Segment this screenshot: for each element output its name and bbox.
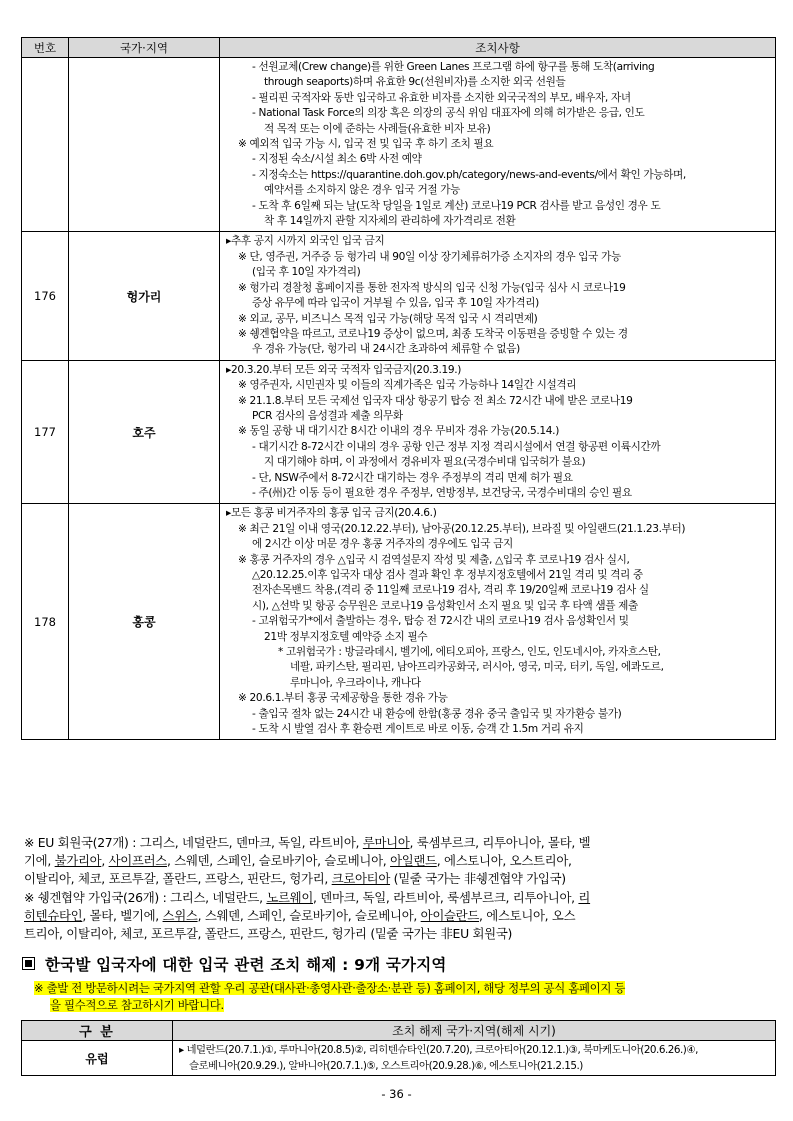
text-line: ※ 외교, 공무, 비즈니스 목적 입국 가능(해당 목적 입국 시 격리면제): [238, 312, 538, 325]
text-line: ※ 20.6.1.부터 홍콩 국제공항을 통한 경유 가능: [238, 692, 448, 705]
text-line: 네팔, 파키스탄, 필리핀, 남아프리카공화국, 러시아, 영국, 미국, 터키, 독일, 에콰도르,: [290, 661, 664, 674]
text-line: ▸ 네덜란드(20.7.1.)①, 루마니아(20.8.5)②, 리히텐슈타인(20.7.20), 크로아티아(20.12.1.)③, 북마케도니아(20.6.26.)④,: [179, 1044, 698, 1056]
table-row: [22, 232, 776, 360]
note-text: (밑줄 국가는 非쉥겐협약 가입국): [390, 871, 566, 887]
text-line: 슬로베니아(20.9.29.), 알바니아(20.7.1.)⑤, 오스트리아(20.9.28.)⑥, 에스토니아(21.2.15.): [189, 1059, 583, 1072]
note-text: , 덴마크, 독일, 라트비아, 룩셈부르크, 리투아니아,: [313, 889, 579, 905]
non-member-country: 노르웨이: [266, 889, 314, 905]
member-country-notes: [24, 834, 776, 943]
text-line: 우 경유 가능(단, 헝가리 내 24시간 초과하여 체류할 수 없음): [252, 343, 520, 356]
note-line: [24, 870, 776, 888]
note-line: [24, 889, 776, 907]
note-text: 기에,: [24, 853, 55, 869]
row-number: 177: [22, 360, 69, 504]
text-line: ※ 21.1.8.부터 모든 국제선 입국자 대상 항공기 탑승 전 최소 72시간 내에 받은 코로나19: [238, 394, 633, 407]
text-line: ※ 쉥겐협약을 따르고, 코로나19 증상이 없으며, 최종 도착국 이동편을 증빙할 수 있는 경: [238, 327, 628, 340]
text-line: - 지정된 숙소/시설 최소 6박 사전 예약: [252, 153, 422, 166]
table-row: [22, 1041, 776, 1076]
row-number: 176: [22, 232, 69, 360]
note-text: , 스웨덴, 스페인, 슬로바키아, 슬로베니아,: [197, 907, 421, 923]
header-country: 국가·지역: [69, 38, 220, 58]
region-cell: 유럽: [22, 1041, 173, 1076]
text-line: ▸20.3.20.부터 모든 외국 국적자 입국금지(20.3.19.): [226, 363, 462, 376]
section-title: [22, 953, 447, 975]
non-member-country: 불가리아: [54, 853, 102, 869]
row-number: 178: [22, 504, 69, 740]
text-line: △20.12.25.이후 입국자 대상 검사 결과 확인 후 정부지정호텔에서 21일 격리 및 격리 중: [252, 569, 643, 581]
note-text: , 룩셈부르크, 리투아니아, 몰타, 벨: [409, 835, 591, 850]
note-line: [24, 834, 776, 852]
section-title-text: 한국발 입국자에 대한 입국 관련 조치 해제 : 9개 국가지역: [45, 956, 447, 974]
note-line: [24, 852, 776, 870]
text-line: 시), △선박 및 항공 승무원은 코로나19 음성확인서 소지 필요 및 입국 후 타액 샘플 제출: [252, 599, 638, 612]
measures-table-header: [22, 38, 776, 58]
measures-cell: [220, 58, 776, 232]
text-line: 에 2시간 이상 머문 경우 홍콩 거주자의 경우에도 입국 금지: [252, 538, 513, 551]
non-member-country: 루마니아: [362, 835, 410, 850]
note-text: , 몰타, 벨기에,: [82, 907, 163, 923]
text-line: - 도착 시 발열 검사 후 환승편 게이트로 바로 이동, 승객 간 1.5m 거리 유지: [252, 723, 584, 736]
text-line: ▸모든 홍콩 비거주자의 홍콩 입국 금지(20.4.6.): [226, 507, 437, 520]
non-member-country: 사이프러스: [108, 853, 167, 869]
text-line: - 필리핀 국적자와 동반 입국하고 유효한 비자를 소지한 외국국적의 부모, 배우자, 자녀: [252, 91, 631, 104]
lifted-measures-table: [21, 1020, 776, 1076]
note-text: ※ 쉥겐협약 가입국(26개) : 그리스, 네덜란드,: [24, 889, 267, 905]
text-line: - 선원교체(Crew change)를 위한 Green Lanes 프로그램 하에 항구를 통해 도착(arriving: [252, 61, 655, 73]
measures-cell: [220, 360, 776, 504]
measures-cell: [220, 504, 776, 740]
row-number: [22, 58, 69, 232]
text-line: 21박 정부지정호텔 예약증 소지 필수: [264, 630, 428, 643]
text-line: - 도착 후 6일째 되는 날(도착 당일을 1일로 계산) 코로나19 PCR 검사를 받고 음성인 경우 도: [252, 199, 661, 212]
table-row: [22, 360, 776, 504]
advisory-note: [34, 980, 625, 1014]
note-text: 이탈리아, 체코, 포르투갈, 폴란드, 프랑스, 핀란드, 헝가리,: [24, 871, 332, 887]
header-measures: 조치사항: [220, 38, 776, 58]
note-text: ※ EU 회원국(27개) : 그리스, 네덜란드, 덴마크, 독일, 라트비아,: [24, 835, 363, 850]
measures-table: [21, 37, 776, 740]
note-text: , 에스토니아, 오스트리아,: [436, 853, 572, 869]
text-line: * 고위험국가 : 방글라데시, 벨기에, 에티오피아, 프랑스, 인도, 인도네시아, 카자흐스탄,: [278, 646, 661, 659]
non-member-country: 아이슬란드: [420, 907, 480, 923]
measures-cell: [220, 232, 776, 360]
text-line: 예약서를 소지하지 않은 경우 입국 거절 가능: [264, 184, 461, 197]
text-line: - 고위험국가*에서 출발하는 경우, 탑승 전 72시간 내의 코로나19 검사 음성확인서 및: [252, 615, 629, 628]
note-line: [24, 925, 776, 943]
text-line: ※ 헝가리 경찰청 홈페이지를 통한 전자적 방식의 입국 신청 가능(입국 심사 시 코로나19: [238, 281, 626, 294]
text-line: ※ 홍콩 거주자의 경우 △입국 시 검역설문지 작성 및 제출, △입국 후 코로나19 검사 실시,: [238, 553, 630, 566]
country-name: 홍콩: [69, 504, 220, 740]
text-line: - 출입국 절차 없는 24시간 내 환승에 한함(홍콩 경유 중국 출입국 및 자가환승 불가): [252, 707, 622, 720]
text-line: 지 대기해야 하며, 이 과정에서 경유비자 필요(국경수비대 입국허가 불요): [264, 456, 586, 469]
country-name: 호주: [69, 360, 220, 504]
country-name: 헝가리: [69, 232, 220, 360]
non-member-country: 리: [578, 889, 591, 905]
country-name: [69, 58, 220, 232]
text-line: 착 후 14일까지 관할 지자체의 관리하에 자가격리로 전환: [264, 215, 516, 228]
text-line: - 지정숙소는 https://quarantine.doh.gov.ph/category/news-and-events/에서 확인 가능하며,: [252, 168, 686, 181]
table-row: [22, 58, 776, 232]
note-text: 트리아, 이탈리아, 체코, 포르투갈, 폴란드, 프랑스, 핀란드, 헝가리 (밑줄 국가는 非EU 회원국): [24, 926, 513, 942]
text-line: 증상 유무에 따라 입국이 거부될 수 있음, 입국 후 10일 자가격리): [252, 297, 539, 310]
text-line: ※ 최근 21일 이내 영국(20.12.22.부터), 남아공(20.12.25.부터), 브라질 및 아일랜드(21.1.23.부터): [238, 522, 686, 535]
non-member-country: 아일랜드: [390, 853, 437, 869]
square-bullet-icon: [22, 957, 35, 970]
advisory-line: ※ 출발 전 방문하시려는 국가지역 관할 우리 공관(대사관·총영사관·출장소·분관 등) 홈페이지, 해당 정부의 공식 홈페이지 등: [34, 981, 626, 995]
advisory-line: 을 필수적으로 참고하시기 바랍니다.: [50, 998, 224, 1012]
text-line: ▸추후 공지 시까지 외국인 입국 금지: [226, 235, 385, 248]
text-line: PCR 검사의 음성결과 제출 의무화: [252, 409, 403, 422]
text-line: 적 목적 또는 이에 준하는 사례들(유효한 비자 보유): [264, 122, 491, 135]
text-line: ※ 단, 영주권, 거주증 등 헝가리 내 90일 이상 장기체류허가증 소지자의 경우 입국 가능: [238, 250, 621, 263]
text-line: ※ 영주권자, 시민권자 및 이들의 직계가족은 입국 가능하나 14일간 시설격리: [238, 379, 577, 392]
header-lifted-countries: 조치 해제 국가·지역(해제 시기): [173, 1021, 776, 1041]
non-member-country: 히텐슈타인: [24, 907, 83, 923]
page-number: - 36 -: [381, 1087, 412, 1101]
text-line: ※ 예외적 입국 가능 시, 입국 전 및 입국 후 하기 조치 필요: [238, 138, 494, 151]
non-member-country: 크로아티아: [331, 871, 391, 887]
text-line: - 단, NSW주에서 8-72시간 대기하는 경우 주정부의 격리 면제 허가 필요: [252, 471, 573, 484]
note-text: , 에스토니아, 오스: [479, 907, 576, 923]
text-line: through seaports)하며 유효한 9c(선원비자)를 소지한 외국 선원들: [264, 76, 566, 89]
header-number: 번호: [22, 38, 69, 58]
text-line: 전자손목밴드 착용,(격리 중 11일째 코로나19 검사, 격리 후 19/20일째 코로나19 검사 실: [252, 584, 649, 597]
text-line: - 주(州)간 이동 등이 필요한 경우 주정부, 연방정부, 보건당국, 국경수비대의 승인 필요: [252, 486, 632, 499]
text-line: - National Task Force의 의장 혹은 의장의 공식 위임 대표자에 의해 허가받은 응급, 인도: [252, 107, 645, 120]
text-line: ※ 동일 공항 내 대기시간 8시간 이내의 경우 무비자 경유 가능(20.5.14.): [238, 425, 559, 438]
text-line: (입국 후 10일 자가격리): [252, 266, 361, 279]
lifted-countries-cell: [173, 1041, 776, 1076]
text-line: - 대기시간 8-72시간 이내의 경우 공항 인근 정부 지정 격리시설에서 연결 항공편 이륙시간까: [252, 440, 661, 453]
note-text: , 스웨덴, 스페인, 슬로바키아, 슬로베니아,: [166, 853, 391, 869]
text-line: 루마니아, 우크라이나, 캐나다: [290, 676, 421, 689]
note-line: [24, 907, 776, 925]
header-category: 구 분: [22, 1021, 173, 1041]
note-text: ,: [101, 853, 109, 869]
non-member-country: 스위스: [162, 907, 198, 923]
table-row: [22, 504, 776, 740]
